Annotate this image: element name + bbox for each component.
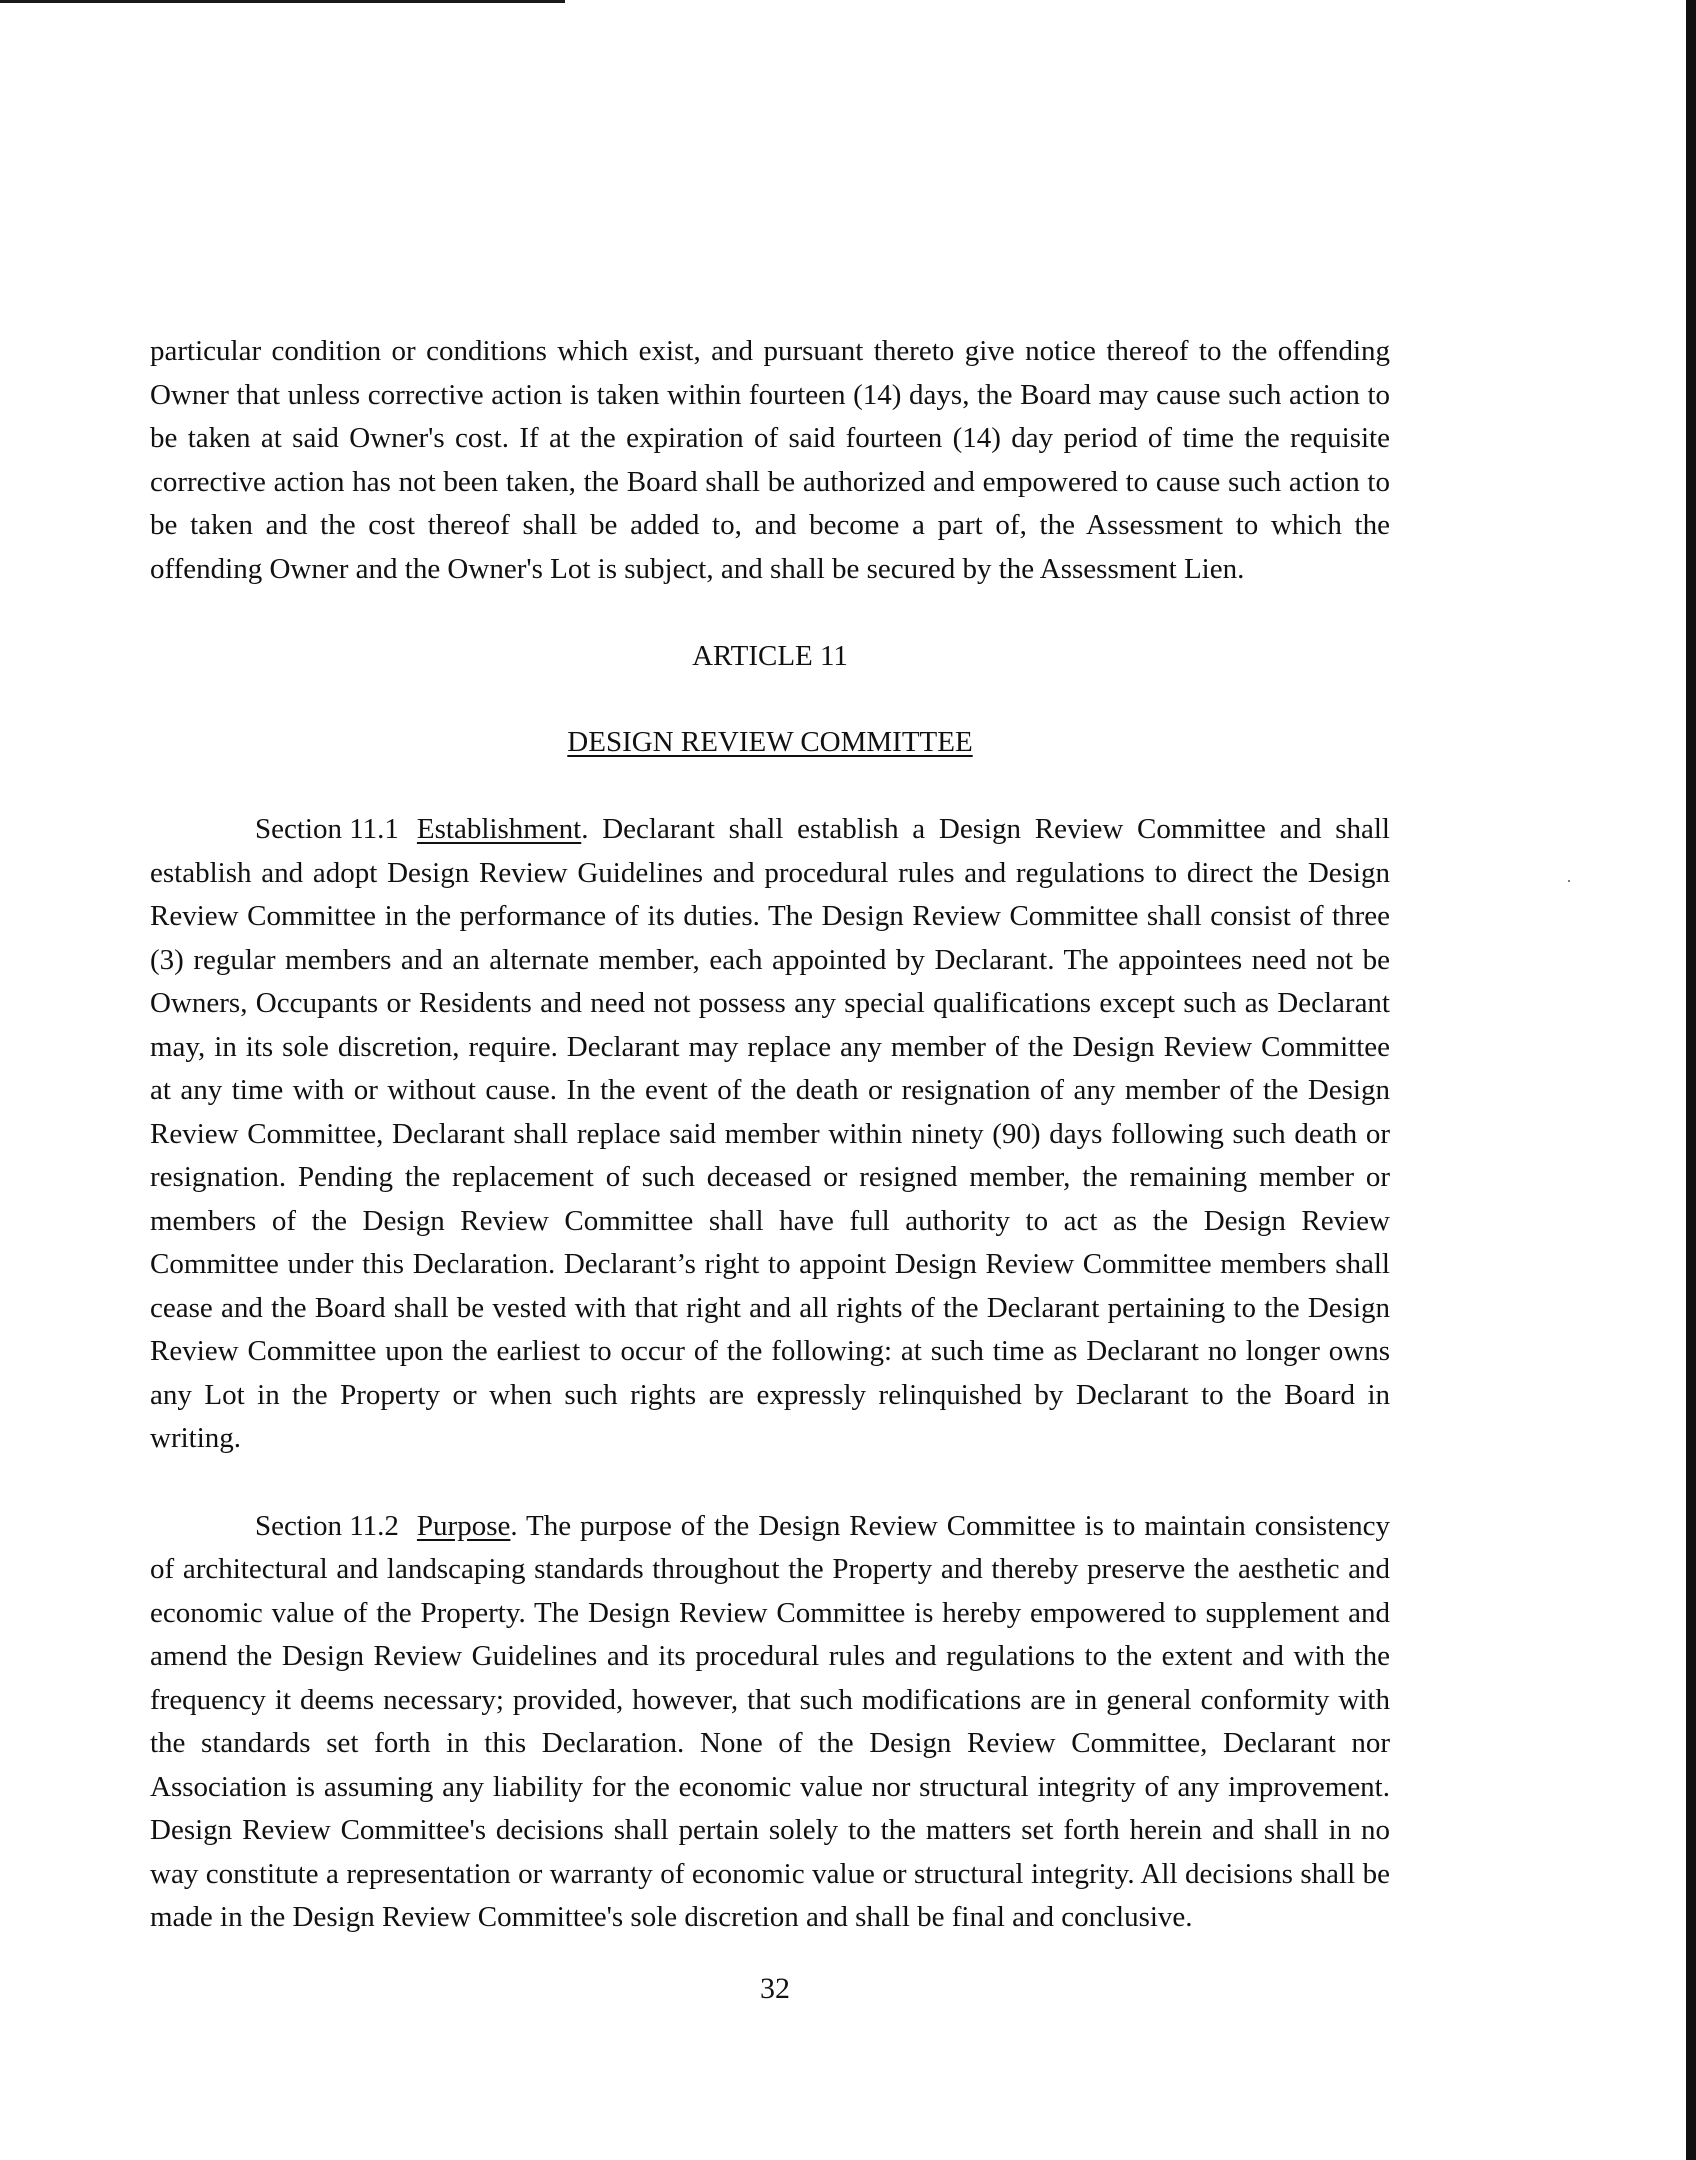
section-establishment [150,808,1390,1461]
scan-speck [1568,880,1570,882]
continuation-paragraph: particular condition or conditions which exist, and pursuant thereto give notice thereof to the offending Owner that unless corrective action is taken within fourteen (14) days, the Board may cause such action to be taken at said Owner's cost. If at the expiration of said fourteen (14) day period of time the requisite corrective action has not been taken, the Board shall be authorized and empowered to cause such action to be taken and the cost thereof shall be added to, and become a part of, the Assessment to which the offending Owner and the Owner's Lot is subject, and shall be secured by the Assessment Lien. [150,335,1390,585]
section-title: Purpose [416,1509,511,1542]
section-body: . The purpose of the Design Review Committee is to maintain consistency of architectural and landscaping standards throughout the Property and thereby preserve the aesthetic and economic value of the Property. The Design Review Committee is hereby empowered to supplement and amend the Design Review Guidelines and its procedural rules and regulations to the extent and with the frequency it deems necessary; provided, however, that such modifications are in general conformity with the standards set forth in this Declaration. None of the Design Review Committee, Declarant nor Association is assuming any liability for the economic value nor structural integrity of any improvement. Design Review Committee's decisions shall pertain solely to the matters set forth herein and shall in no way constitute a representation or warranty of economic value or structural integrity. All decisions shall be made in the Design Review Committee's sole discretion and shall be final and conclusive. [150,1509,1390,1933]
section-body: . Declarant shall establish a Design Review Committee and shall establish and adopt Design Review Guidelines and procedural rules and regulations to direct the Design Review Committee in the performance of its duties. The Design Review Committee shall consist of three (3) regular members and an alternate member, each appointed by Declarant. The appointees need not be Owners, Occupants or Residents and need not possess any special qualifications except such as Declarant may, in its sole discretion, require. Declarant may replace any member of the Design Review Committee at any time with or without cause. In the event of the death or resignation of any member of the Design Review Committee, Declarant shall replace said member within ninety (90) days following such death or resignation. Pending the replacement of such deceased or resigned member, the remaining member or members of the Design Review Committee shall have full authority to act as the Design Review Committee under this Declaration. Declarant’s right to appoint Design Review Committee members shall cease and the Board shall be vested with that right and all rights of the Declarant pertaining to the Design Review Committee upon the earliest to occur of the following: at such time as Declarant no longer owns any Lot in the Property or when such rights are expressly relinquished by Declarant to the Board in writing. [150,813,1390,1454]
page-number: 32 [760,1972,790,2005]
section-number: Section 11.2 [255,1509,399,1542]
article-title: DESIGN REVIEW COMMITTEE [567,725,973,758]
scan-edge-right [1686,0,1696,2160]
section-purpose [150,1505,1390,1940]
section-number: Section 11.1 [255,813,399,845]
document-page [150,330,1390,1940]
article-number: ARTICLE 11 [692,640,848,672]
scan-edge-top [0,0,565,3]
section-title: Establishment [416,813,582,845]
